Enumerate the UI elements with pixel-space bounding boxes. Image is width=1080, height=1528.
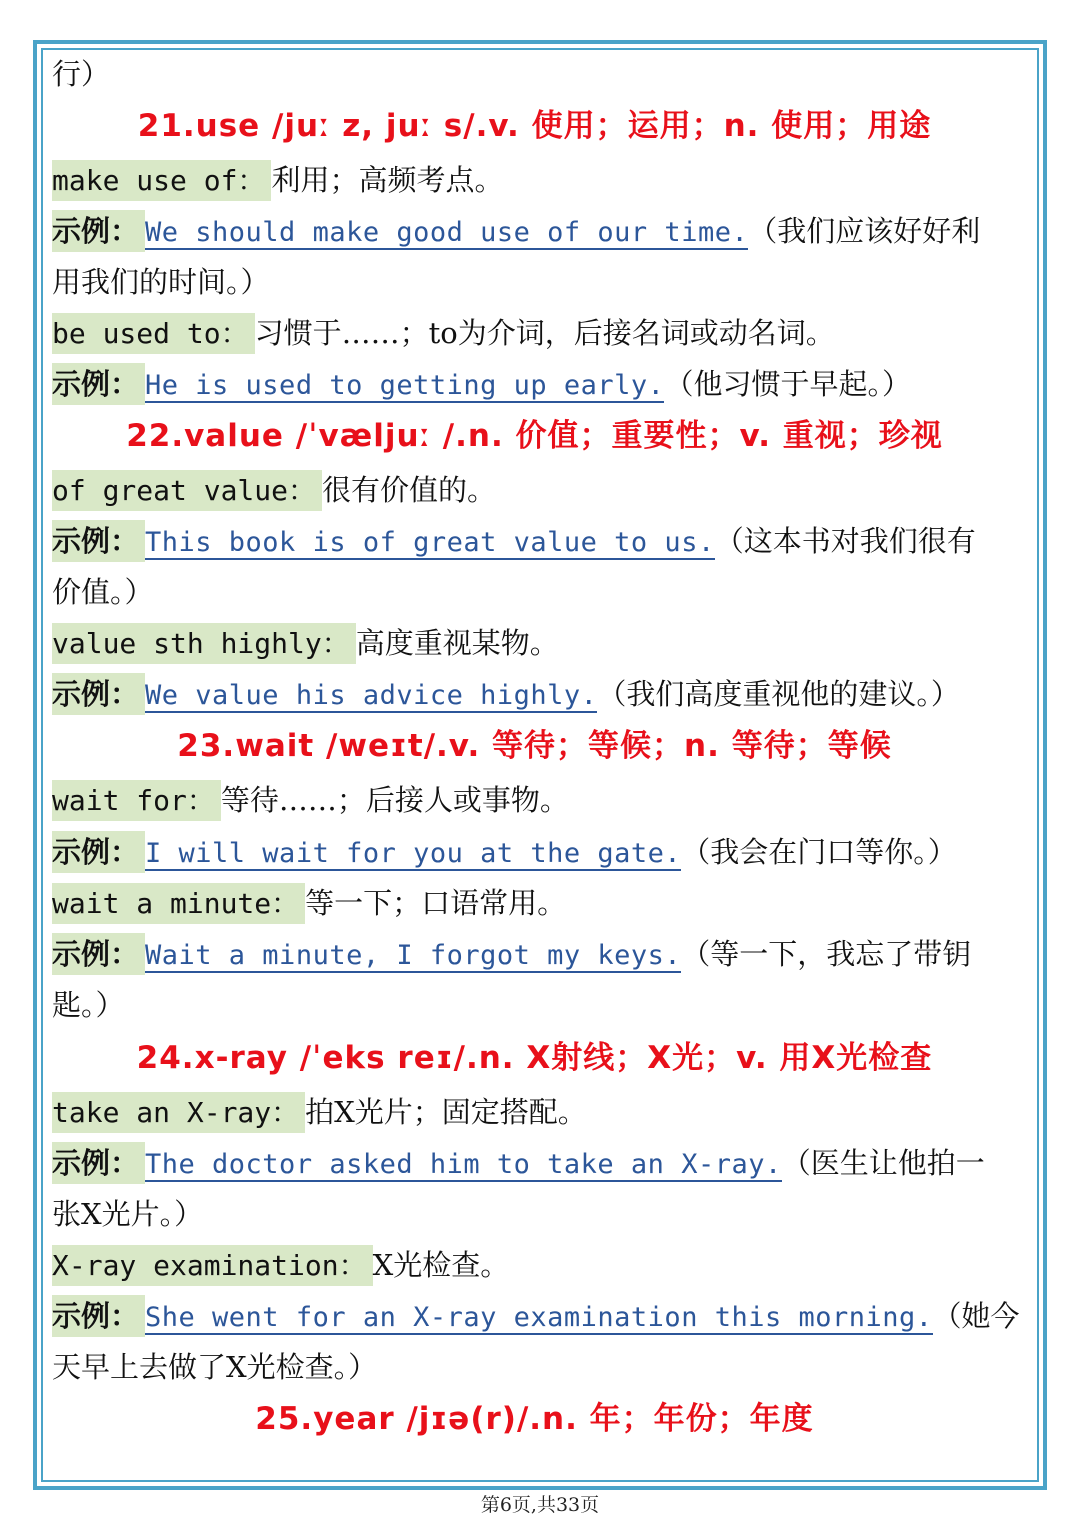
entry-heading: 25.year /jɪə(r)/.n. 年；年份；年度 <box>255 1401 814 1437</box>
phrase-note: 利用；高频考点。 <box>271 163 504 197</box>
example-translation: （我们应该好好利 <box>748 214 981 248</box>
example-line <box>52 674 1017 716</box>
example-translation: （我会在门口等你。） <box>681 835 957 869</box>
example-line <box>52 521 1017 563</box>
example-translation: （这本书对我们很有 <box>714 524 976 558</box>
phrase-line <box>52 160 1017 201</box>
example-sentence: I will wait for you at the gate. <box>145 838 682 869</box>
example-line <box>52 1143 1017 1185</box>
example-label: 示例： <box>52 363 145 405</box>
example-sentence: We value his advice highly. <box>145 680 598 711</box>
text-line: 天早上去做了X光检查。） <box>52 1350 378 1384</box>
phrase-term: wait a minute： <box>52 883 305 924</box>
example-translation: （我们高度重视他的建议。） <box>597 677 960 711</box>
example-label: 示例： <box>52 673 145 715</box>
example-translation: （医生让他拍一 <box>781 1146 985 1180</box>
example-translation: （她今 <box>932 1299 1020 1333</box>
phrase-term: make use of： <box>52 160 271 201</box>
entry-heading: 23.wait /weɪt/.v. 等待；等候；n. 等待；等候 <box>177 728 892 764</box>
example-sentence: The doctor asked him to take an X-ray. <box>145 1149 782 1180</box>
example-line <box>52 364 1017 406</box>
example-translation: （他习惯于早起。） <box>664 367 911 401</box>
phrase-note: 很有价值的。 <box>322 473 497 507</box>
phrase-term: take an X-ray： <box>52 1092 305 1133</box>
phrase-note: 高度重视某物。 <box>355 626 559 660</box>
example-label: 示例： <box>52 831 145 873</box>
text-line: 张X光片。） <box>52 1197 204 1231</box>
example-label: 示例： <box>52 1295 145 1337</box>
phrase-line <box>52 1092 1017 1133</box>
text-line: 匙。） <box>52 988 125 1022</box>
entry-heading: 21.use /juː z, juː s/.v. 使用；运用；n. 使用；用途 <box>137 108 932 144</box>
example-sentence: Wait a minute, I forgot my keys. <box>145 940 682 971</box>
phrase-term: wait for： <box>52 780 221 821</box>
phrase-term: value sth highly： <box>52 623 356 664</box>
phrase-line <box>52 780 1017 821</box>
phrase-note: 等待……；后接人或事物。 <box>220 783 569 817</box>
text-line: 价值。） <box>52 575 154 609</box>
phrase-line <box>52 313 1017 354</box>
example-sentence: We should make good use of our time. <box>145 217 749 248</box>
example-line <box>52 211 1017 253</box>
phrase-term: be used to： <box>52 313 255 354</box>
example-line <box>52 832 1017 874</box>
phrase-line <box>52 470 1017 511</box>
example-translation: （等一下，我忘了带钥 <box>681 937 972 971</box>
example-label: 示例： <box>52 520 145 562</box>
entry-heading: 24.x-ray /ˈeks reɪ/.n. X射线；X光；v. 用X光检查 <box>136 1040 933 1076</box>
example-label: 示例： <box>52 210 145 252</box>
example-sentence: This book is of great value to us. <box>145 527 715 558</box>
phrase-note: 等一下；口语常用。 <box>305 886 567 920</box>
example-line <box>52 934 1017 976</box>
example-label: 示例： <box>52 933 145 975</box>
phrase-note: X光检查。 <box>372 1248 510 1282</box>
phrase-line <box>52 1245 1017 1286</box>
text-line: 行） <box>52 57 111 91</box>
phrase-term: of great value： <box>52 470 322 511</box>
phrase-note: 拍X光片；固定搭配。 <box>305 1095 587 1129</box>
phrase-note: 习惯于……；to为介词，后接名词或动名词。 <box>254 316 835 350</box>
example-label: 示例： <box>52 1142 145 1184</box>
entry-heading: 22.value /ˈvæljuː /.n. 价值；重要性；v. 重视；珍视 <box>126 418 943 454</box>
phrase-term: X-ray examination： <box>52 1245 373 1286</box>
page-footer: 第6页,共33页 <box>480 1494 600 1516</box>
example-sentence: He is used to getting up early. <box>145 370 665 401</box>
example-line <box>52 1296 1020 1338</box>
phrase-line <box>52 623 1017 664</box>
phrase-line <box>52 883 1017 924</box>
text-line: 用我们的时间。） <box>52 265 270 299</box>
example-sentence: She went for an X-ray examination this morning. <box>145 1302 933 1333</box>
